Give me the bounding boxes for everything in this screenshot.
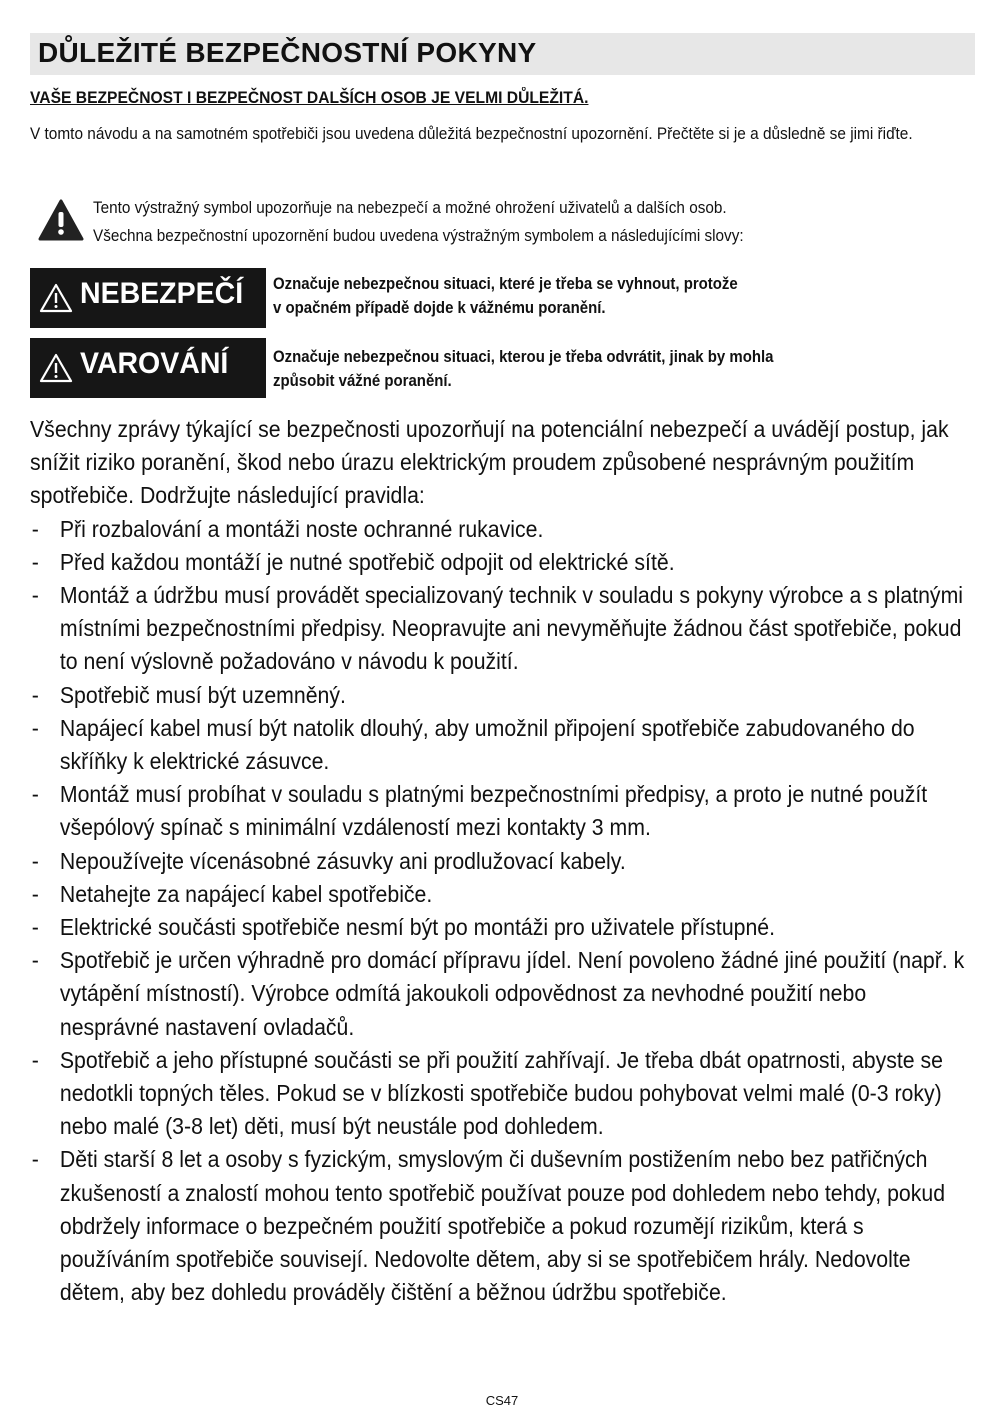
danger-description-line1: Označuje nebezpečnou situaci, které je třeba se vyhnout, protože <box>273 274 738 293</box>
rule-item: - Nepoužívejte vícenásobné zásuvky ani prodlužovací kabely. <box>30 845 971 878</box>
rule-item: - Spotřebič je určen výhradně pro domácí přípravu jídel. Není povoleno žádné jiné použití (např. k vytápění místností). Výrobce odmítá jakoukoli odpovědnost za nevhodné použití nebo nesprávné nastavení ovladačů. <box>30 944 971 1044</box>
title-bar <box>30 33 975 75</box>
warning-description-line2: způsobit vážné poranění. <box>273 371 452 390</box>
rules-intro: Všechny zprávy týkající se bezpečnosti upozorňují na potenciální nebezpečí a uvádějí postup, jak snížit riziko poranění, škod nebo úrazu elektrickým proudem způsobené nesprávným použitím spotřebiče. Dodržujte následující pravidla: <box>30 416 949 509</box>
warning-triangle-icon <box>37 198 85 242</box>
danger-badge <box>30 268 266 328</box>
rule-item: - Při rozbalování a montáži noste ochranné rukavice. <box>30 513 971 546</box>
danger-description <box>273 272 942 320</box>
warning-badge <box>30 338 266 398</box>
rule-item: - Děti starší 8 let a osoby s fyzickým, smyslovým či duševním postižením nebo bez patřičných zkušeností a znalostí mohou tento spotřebič používat pouze pod dohledem nebo tehdy, pokud obdržely informace o bezpečném použití spotřebiče a pokud rozumějí rizikům, která s používáním spotřebiče souvisejí. Nedovolte dětem, aby si se spotřebičem hrály. Nedovolte dětem, aby bez dohledu prováděly čištění a běžnou údržbu spotřebiče. <box>30 1143 971 1309</box>
rule-item: - Netahejte za napájecí kabel spotřebiče. <box>30 878 971 911</box>
symbol-note-line2: Všechna bezpečnostní upozornění budou uvedena výstražným symbolem a následujícími slovy: <box>93 226 744 245</box>
rule-item: - Spotřebič a jeho přístupné součásti se při použití zahřívají. Je třeba dbát opatrnosti, abyste se nedotkli topných těles. Pokud se v blízkosti spotřebiče budou pohybovat velmi malé (0-3 roky) nebo malé (3-8 let) děti, musí být neustále pod dohledem. <box>30 1044 971 1144</box>
symbol-note-line1: Tento výstražný symbol upozorňuje na nebezpečí a možné ohrožení uživatelů a dalších osob. <box>93 198 727 217</box>
rule-item: - Napájecí kabel musí být natolik dlouhý, aby umožnil připojení spotřebiče zabudovaného do skříňky k elektrické zásuvce. <box>30 712 971 778</box>
rule-item: - Montáž musí probíhat v souladu s platnými bezpečnostními předpisy, a proto je nutné použít všepólový spínač s minimální vzdáleností mezi kontakty 3 mm. <box>30 778 971 844</box>
section-subtitle: VAŠE BEZPEČNOST I BEZPEČNOST DALŠÍCH OSOB JE VELMI DŮLEŽITÁ. <box>30 88 589 107</box>
danger-warning-icon <box>38 282 74 314</box>
safety-rules-section <box>30 413 971 1309</box>
symbol-note <box>93 194 903 250</box>
page-number: CS47 <box>485 1393 519 1408</box>
rule-item: - Elektrické součásti spotřebiče nesmí být po montáži pro uživatele přístupné. <box>30 911 971 944</box>
danger-description-line2: v opačném případě dojde k vážnému poranění. <box>273 298 606 317</box>
warning-description-line1: Označuje nebezpečnou situaci, kterou je třeba odvrátit, jinak by mohla <box>273 347 774 366</box>
page-title: DŮLEŽITÉ BEZPEČNOSTNÍ POKYNY <box>38 37 537 68</box>
intro-paragraph: V tomto návodu a na samotném spotřebiči jsou uvedena důležitá bezpečnostní upozornění. Přečtěte si je a důsledně se jimi řiďte. <box>30 124 913 143</box>
warning-signal-icon <box>38 352 74 384</box>
warning-description <box>273 345 942 393</box>
rule-item: - Spotřebič musí být uzemněný. <box>30 679 971 712</box>
rules-list <box>30 513 971 1310</box>
rule-item: - Před každou montáží je nutné spotřebič odpojit od elektrické sítě. <box>30 546 971 579</box>
rule-item: - Montáž a údržbu musí provádět specializovaný technik v souladu s pokyny výrobce a s platnými místními bezpečnostními předpisy. Neopravujte ani nevyměňujte žádnou část spotřebiče, pokud to není výslovně požadováno v návodu k použití. <box>30 579 971 679</box>
warning-label: VAROVÁNÍ <box>80 347 229 380</box>
danger-label: NEBEZPEČÍ <box>80 277 244 310</box>
